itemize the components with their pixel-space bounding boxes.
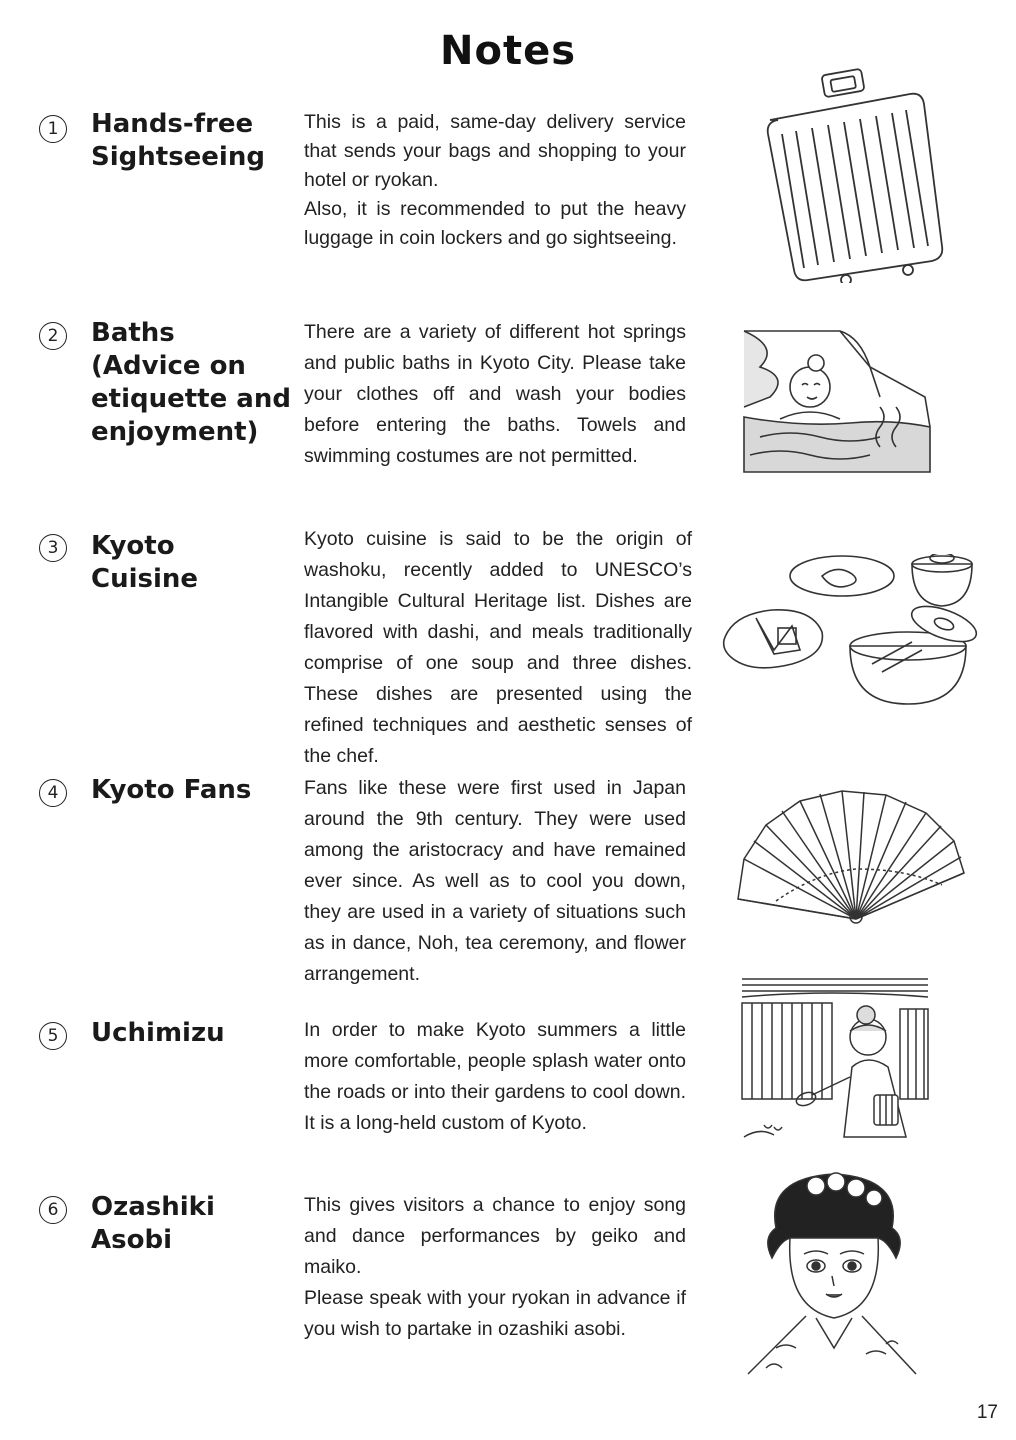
note-heading: Uchimizu bbox=[91, 1018, 225, 1048]
note-heading: Kyoto Cuisine bbox=[91, 531, 199, 594]
page-number: 17 bbox=[976, 1402, 998, 1423]
note-number: 1 bbox=[39, 115, 67, 143]
note-number: 2 bbox=[39, 322, 67, 350]
note-number: 5 bbox=[39, 1022, 67, 1050]
note-body: This gives visitors a chance to enjoy song and dance performances by geiko and maiko. Please speak with your ryokan in advance if you wish to partake in ozashiki asobi. bbox=[304, 1194, 686, 1340]
hot-spring-icon bbox=[740, 327, 935, 477]
note-heading: Hands-free Sightseeing bbox=[91, 109, 265, 172]
page-title: Notes bbox=[439, 28, 576, 74]
note-body: Fans like these were first used in Japan around the 9th century. They were used among the aristocracy and have remained ever since. As well as to cool you down, they are used in a variety of situations such as in dance, Noh, tea ceremony, and flower arrangement. bbox=[304, 777, 686, 985]
water-splashing-icon bbox=[740, 977, 930, 1143]
maiko-icon bbox=[746, 1168, 921, 1378]
note-body: This is a paid, same-day delivery service that sends your bags and shopping to your hotel or ryokan. Also, it is recommended to put the heavy luggage in coin lockers and go sightseeing. bbox=[304, 111, 686, 249]
note-body: There are a variety of different hot springs and public baths in Kyoto City. Please take your clothes off and wash your bodies before entering the baths. Towels and swimming costumes are not permitted. bbox=[304, 321, 686, 467]
note-heading: Baths (Advice on etiquette and enjoyment) bbox=[91, 318, 291, 447]
cuisine-icon bbox=[722, 554, 982, 719]
folding-fan-icon bbox=[736, 789, 966, 929]
suitcase-icon bbox=[760, 68, 950, 283]
note-heading: Ozashiki Asobi bbox=[91, 1192, 215, 1255]
note-number: 3 bbox=[39, 534, 67, 562]
note-body: Kyoto cuisine is said to be the origin of washoku, recently added to UNESCO’s Intangible Cultural Heritage list. Dishes are flavored with dashi, and meals traditionally comprise of one soup and three dishes. These dishes are presented using the refined techniques and aesthetic senses of the chef. bbox=[304, 528, 692, 767]
note-heading: Kyoto Fans bbox=[91, 775, 252, 805]
note-number: 6 bbox=[39, 1196, 67, 1224]
note-body: In order to make Kyoto summers a little more comfortable, people splash water onto the roads or into their gardens to cool down. It is a long-held custom of Kyoto. bbox=[304, 1019, 686, 1134]
note-number: 4 bbox=[39, 779, 67, 807]
